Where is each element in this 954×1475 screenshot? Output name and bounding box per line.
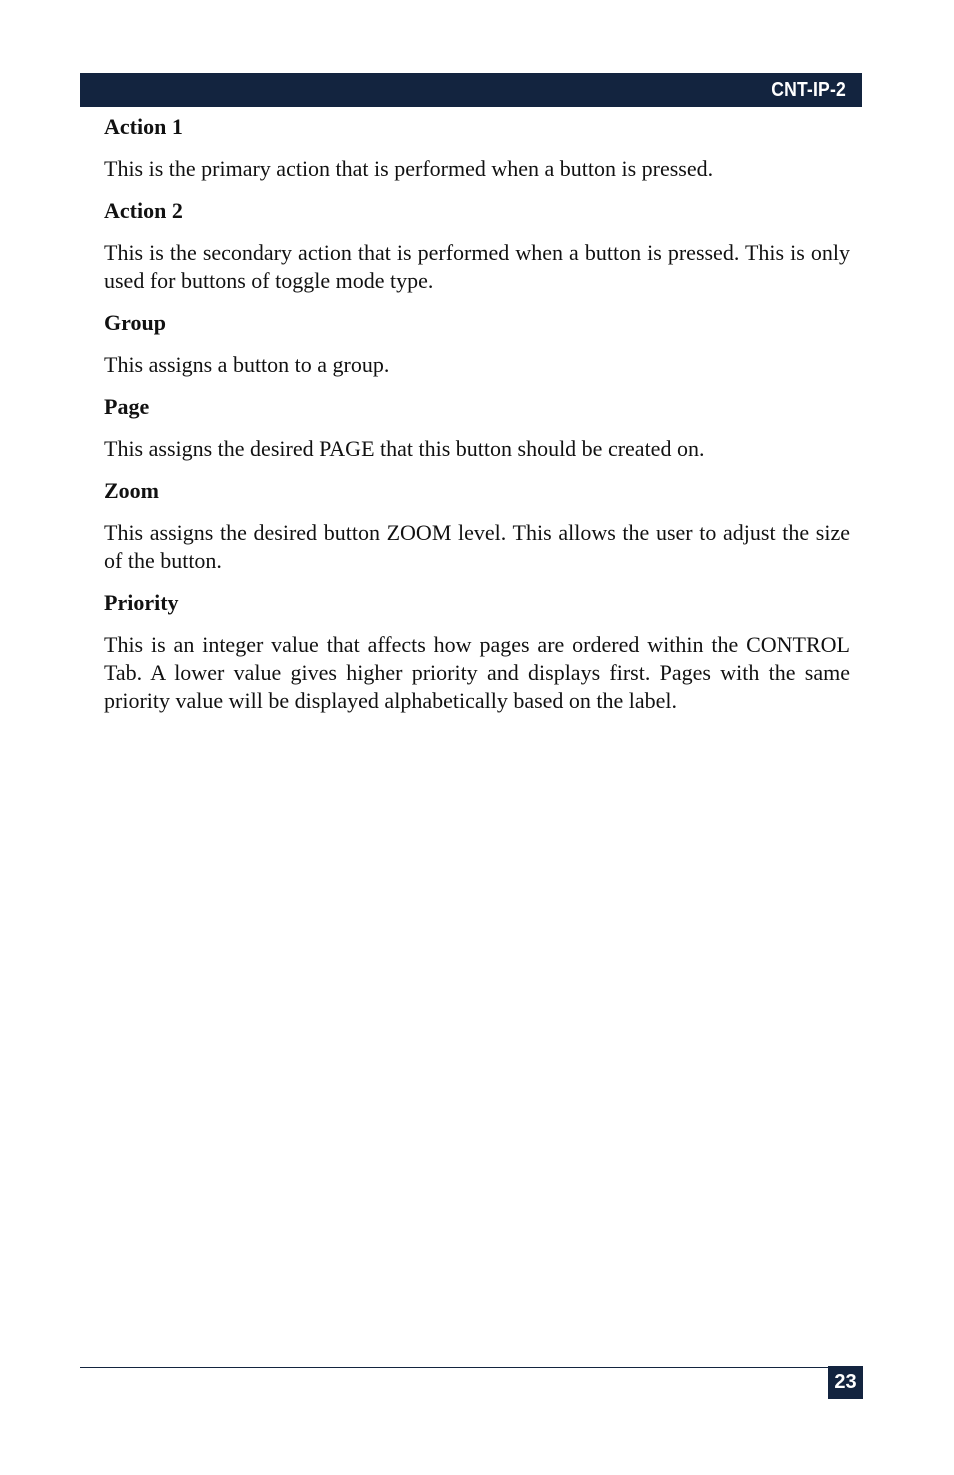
section-body: This is the secondary action that is performed when a button is pressed. This is only used for buttons of toggle mode type.	[104, 240, 850, 293]
section-group	[104, 309, 850, 379]
header-bar	[80, 73, 862, 107]
section-action-1	[104, 113, 850, 183]
section-action-2	[104, 197, 850, 295]
section-heading: Action 1	[104, 114, 183, 139]
section-body: This is the primary action that is performed when a button is pressed.	[104, 156, 714, 181]
section-heading: Action 2	[104, 198, 183, 223]
section-priority	[104, 589, 850, 715]
page-number-badge	[828, 1366, 863, 1399]
document-title: CNT-IP-2	[771, 79, 846, 101]
section-body: This assigns a button to a group.	[104, 352, 390, 377]
page-content	[104, 113, 850, 729]
section-body: This is an integer value that affects how pages are ordered within the CONTROL Tab. A lower value gives higher priority and displays first. Pages with the same priority value will be displayed alphabetically based on the label.	[104, 632, 850, 713]
section-body: This assigns the desired button ZOOM level. This allows the user to adjust the size of the button.	[104, 520, 850, 573]
footer-divider	[80, 1367, 828, 1368]
section-heading: Group	[104, 310, 166, 335]
section-heading: Page	[104, 394, 150, 419]
section-zoom	[104, 477, 850, 575]
section-page	[104, 393, 850, 463]
section-heading: Priority	[104, 590, 179, 615]
section-body: This assigns the desired PAGE that this button should be created on.	[104, 436, 705, 461]
page-number: 23	[834, 1371, 857, 1393]
section-heading: Zoom	[104, 478, 159, 503]
